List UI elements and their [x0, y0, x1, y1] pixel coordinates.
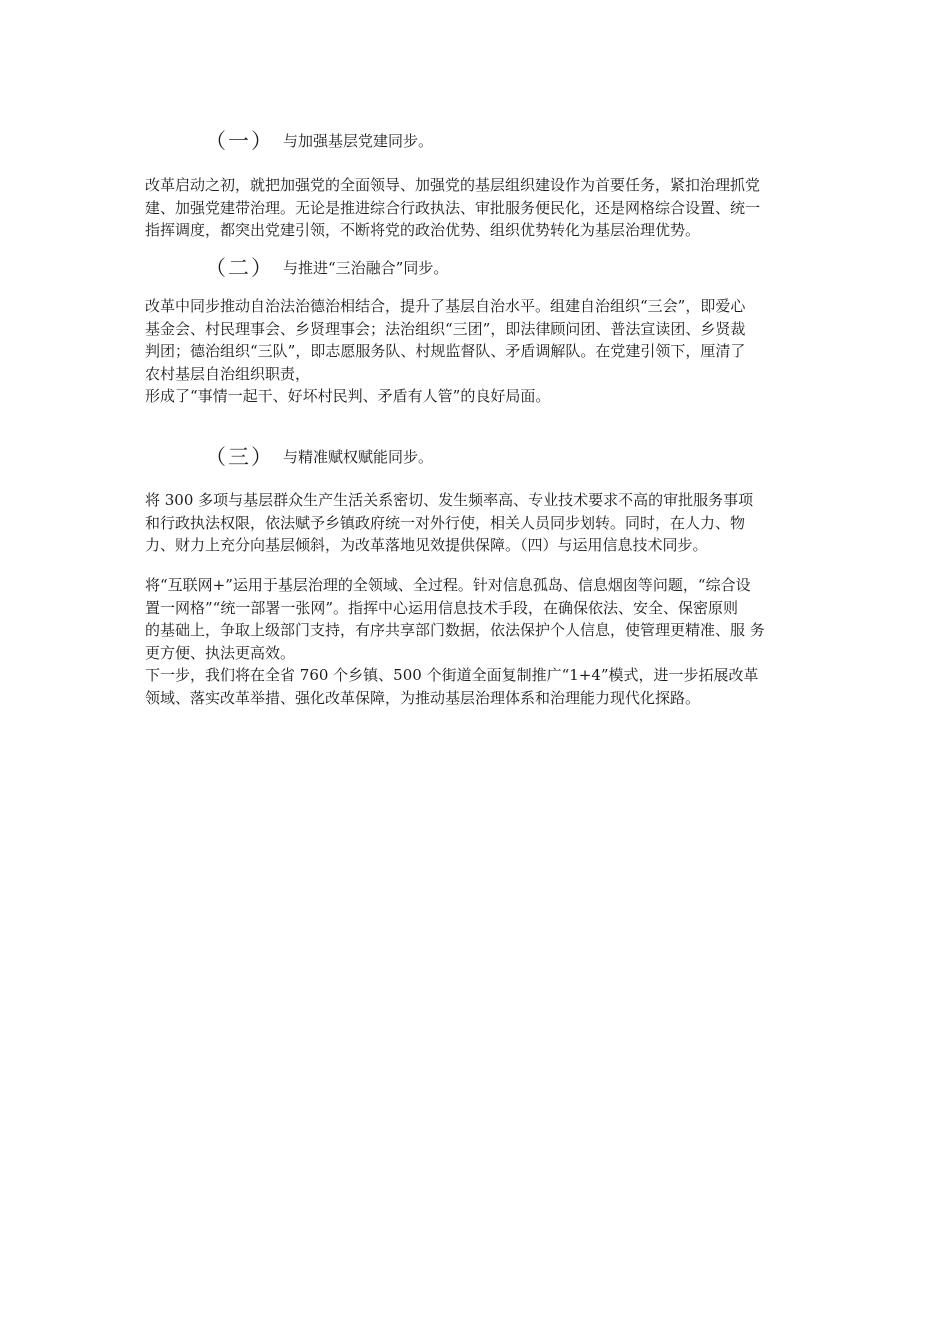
closing-paragraph: [145, 574, 807, 709]
paragraph-line: 改革启动之初，就把加强党的全面领导、加强党的基层组织建设作为首要任务，紧扣治理抓党: [145, 176, 761, 194]
section-2-title: 与推进“三治融合”同步。: [283, 258, 449, 277]
paragraph-line: 力、财力上充分向基层倾斜，为改革落地见效提供保障。（四）与运用信息技术同步。: [145, 536, 708, 554]
paragraph-line: 将“互联网+”运用于基层治理的全领域、全过程。针对信息孤岛、信息烟囱等问题，“综合设: [145, 576, 751, 594]
section-2-number: （二）: [205, 256, 274, 280]
paragraph-line: 和行政执法权限，依法赋予乡镇政府统一对外行使，相关人员同步划转。同时，在人力、物: [145, 513, 746, 532]
section-3-heading: [205, 441, 765, 471]
section-1-paragraph: [145, 174, 807, 242]
section-3-paragraph: [145, 489, 807, 557]
paragraph-line: 形成了“事情一起干、好坏村民判、矛盾有人管”的良好局面。: [145, 387, 551, 405]
paragraph-line: 领域、落实改革举措、强化改革保障，为推动基层治理体系和治理能力现代化探路。: [145, 688, 701, 707]
section-3-title: 与精准赋权赋能同步。: [283, 447, 434, 466]
paragraph-line: 将 300 多项与基层群众生产生活关系密切、发生频率高、专业技术要求不高的审批服务事项: [145, 491, 754, 509]
paragraph-line: 置一网格”“统一部署一张网”。指挥中心运用信息技术手段，在确保依法、安全、保密原则: [145, 598, 739, 617]
paragraph-line: 下一步，我们将在全省 760 个乡镇、500 个街道全面复制推广“1+4”模式，进一步拓展改革: [145, 666, 759, 684]
section-3-number: （三）: [205, 445, 274, 469]
paragraph-line: 农村基层自治组织职责，: [145, 364, 311, 383]
section-1-number: （一）: [205, 129, 274, 153]
section-1-title: 与加强基层党建同步。: [283, 131, 434, 150]
paragraph-line: 更方便、执法更高效。: [145, 643, 296, 662]
paragraph-line: 建、加强党建带治理。无论是推进综合行政执法、审批服务便民化，还是网格综合设置、统一: [145, 198, 761, 217]
section-2-paragraph: [145, 295, 807, 408]
paragraph-line: 指挥调度，都突出党建引领，不断将党的政治优势、组织优势转化为基层治理优势。: [145, 221, 701, 239]
paragraph-line: 改革中同步推动自治法治德治相结合，提升了基层自治水平。组建自治组织“三会”，即爱心: [145, 297, 746, 315]
paragraph-line: 判团；德治组织“三队”，即志愿服务队、村规监督队、矛盾调解队。在党建引领下，厘清了: [145, 342, 746, 360]
paragraph-line: 的基础上，争取上级部门支持，有序共享部门数据，依法保护个人信息，使管理更精准、服 务: [145, 621, 765, 639]
section-2-heading: [205, 252, 765, 282]
paragraph-line: 基金会、村民理事会、乡贤理事会；法治组织“三团”，即法律顾问团、普法宣读团、乡贤裁: [145, 319, 746, 338]
section-1-heading: [205, 125, 765, 155]
